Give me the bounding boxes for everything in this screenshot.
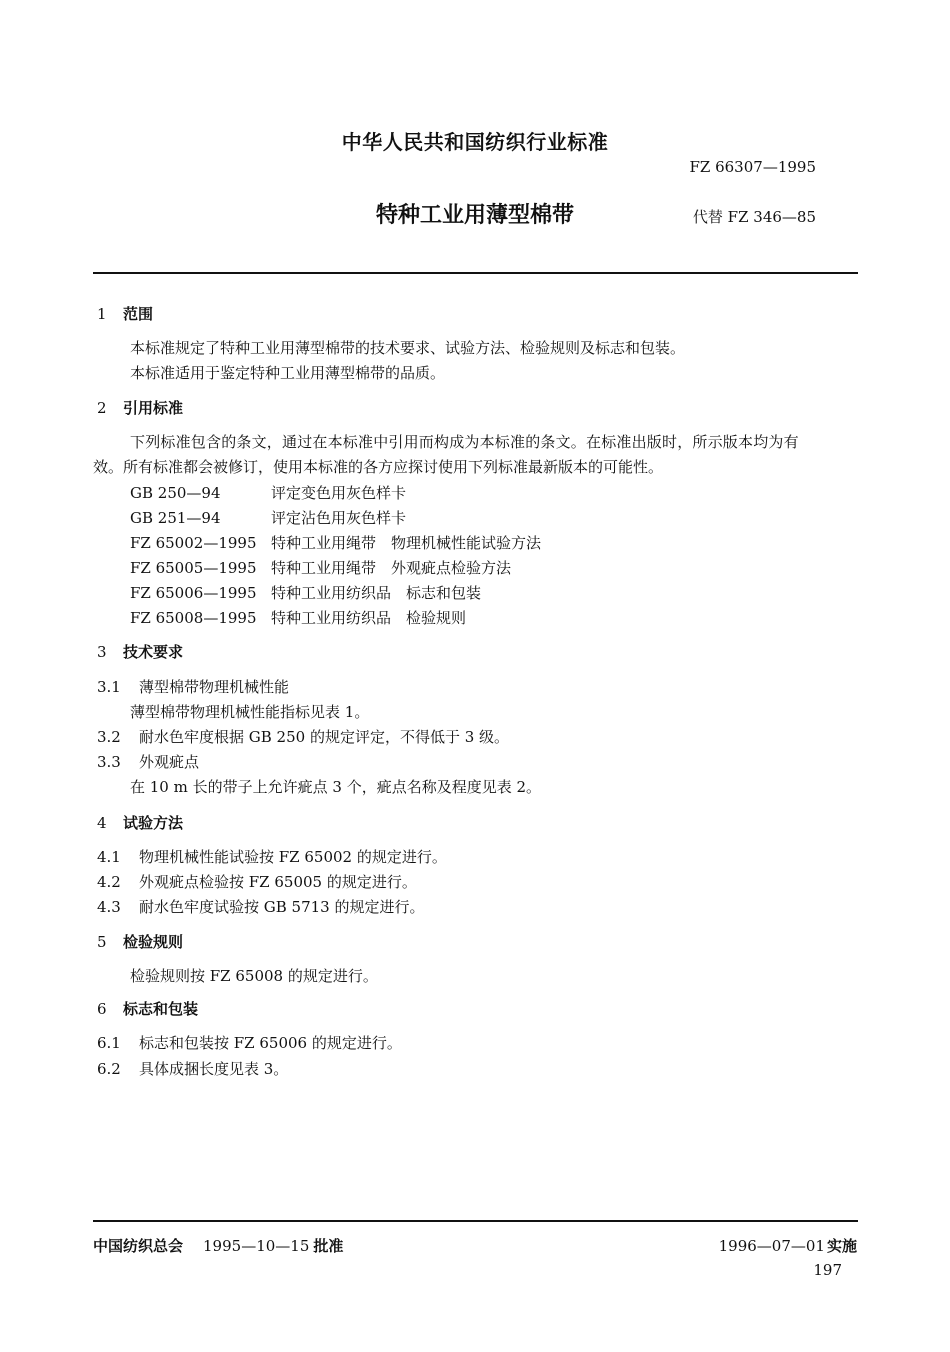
clause-text: 耐水色牢度试验按 GB 5713 的规定进行。	[139, 898, 425, 916]
section-title: 试验方法	[123, 814, 184, 832]
clause-text: 外观疵点检验按 FZ 65005 的规定进行。	[139, 873, 417, 891]
reference-code: FZ 65008—1995	[130, 609, 257, 627]
section-1-paragraph-1: 本标准规定了特种工业用薄型棉带的技术要求、试验方法、检验规则及标志和包装。	[130, 339, 686, 357]
clause-6-2	[97, 1058, 288, 1079]
clause-3-2	[97, 726, 509, 747]
reference-code: FZ 65005—1995	[130, 559, 257, 577]
effective-date: 1996—07—01	[718, 1237, 825, 1255]
section-1-paragraph-2: 本标准适用于鉴定特种工业用薄型棉带的品质。	[130, 364, 446, 382]
clause-text: 标志和包装按 FZ 65006 的规定进行。	[139, 1034, 402, 1052]
clause-6-1	[97, 1032, 402, 1053]
section-1-heading	[97, 303, 153, 324]
clause-3-1	[97, 676, 289, 697]
section-number: 3	[97, 643, 107, 661]
section-5-heading	[97, 931, 183, 952]
reference-code: GB 250—94	[130, 484, 221, 502]
reference-item	[130, 507, 406, 528]
organization-title: 中华人民共和国纺织行业标准	[341, 130, 609, 154]
section-title: 范围	[123, 305, 154, 323]
section-3-heading	[97, 641, 183, 662]
clause-number: 3.3	[97, 753, 121, 771]
clause-number: 6.1	[97, 1034, 121, 1052]
clause-number: 3.1	[97, 678, 121, 696]
clause-4-3	[97, 896, 425, 917]
replaces-standard: 代替 FZ 346—85	[692, 208, 816, 226]
reference-name: 特种工业用纺织品 检验规则	[271, 609, 467, 627]
header-divider	[93, 272, 858, 274]
section-number: 1	[97, 305, 107, 323]
reference-code: FZ 65002—1995	[130, 534, 257, 552]
section-2-heading	[97, 397, 183, 418]
approval-label: 批准	[313, 1237, 344, 1255]
reference-item	[130, 532, 541, 553]
reference-item	[130, 607, 466, 628]
clause-number: 3.2	[97, 728, 121, 746]
reference-item	[130, 582, 481, 603]
section-2-paragraph-line-2: 效。所有标准都会被修订，使用本标准的各方应探讨使用下列标准最新版本的可能性。	[93, 458, 664, 476]
reference-name: 特种工业用纺织品 标志和包装	[271, 584, 482, 602]
footer-divider	[93, 1220, 858, 1222]
clause-number: 4.3	[97, 898, 121, 916]
clause-number: 4.1	[97, 848, 121, 866]
standard-number: FZ 66307—1995	[689, 158, 816, 176]
clause-3-3-text: 在 10 m 长的带子上允许疵点 3 个，疵点名称及程度见表 2。	[130, 778, 542, 796]
reference-item	[130, 557, 511, 578]
clause-title: 薄型棉带物理机械性能	[139, 678, 290, 696]
reference-name: 评定沾色用灰色样卡	[271, 509, 407, 527]
approval-line	[93, 1235, 343, 1256]
clause-number: 4.2	[97, 873, 121, 891]
section-2-paragraph-line-1: 下列标准包含的条文，通过在本标准中引用而构成为本标准的条文。在标准出版时，所示版本均为有	[130, 433, 799, 451]
reference-code: FZ 65006—1995	[130, 584, 257, 602]
clause-title: 外观疵点	[139, 753, 200, 771]
page-number: 197	[813, 1261, 842, 1279]
effective-label: 实施	[826, 1237, 857, 1255]
clause-3-3	[97, 751, 199, 772]
reference-name: 特种工业用绳带 外观疵点检验方法	[271, 559, 512, 577]
clause-3-1-text: 薄型棉带物理机械性能指标见表 1。	[130, 703, 370, 721]
reference-name: 评定变色用灰色样卡	[271, 484, 407, 502]
section-6-heading	[97, 998, 198, 1019]
reference-code: GB 251—94	[130, 509, 221, 527]
section-title: 技术要求	[123, 643, 184, 661]
clause-text: 具体成捆长度见表 3。	[139, 1060, 289, 1078]
effective-line	[719, 1235, 857, 1256]
clause-4-2	[97, 871, 417, 892]
clause-number: 6.2	[97, 1060, 121, 1078]
section-title: 引用标准	[123, 399, 184, 417]
section-5-text: 检验规则按 FZ 65008 的规定进行。	[130, 967, 378, 985]
section-number: 5	[97, 933, 107, 951]
issuing-organization: 中国纺织总会	[93, 1237, 184, 1255]
section-number: 2	[97, 399, 107, 417]
approval-date: 1995—10—15	[203, 1237, 310, 1255]
section-title: 标志和包装	[123, 1000, 199, 1018]
clause-4-1	[97, 846, 447, 867]
section-4-heading	[97, 812, 183, 833]
reference-name: 特种工业用绳带 物理机械性能试验方法	[271, 534, 542, 552]
document-title: 特种工业用薄型棉带	[375, 203, 574, 228]
reference-item	[130, 482, 406, 503]
clause-text: 物理机械性能试验按 FZ 65002 的规定进行。	[139, 848, 447, 866]
section-title: 检验规则	[123, 933, 184, 951]
clause-text: 耐水色牢度根据 GB 250 的规定评定，不得低于 3 级。	[139, 728, 510, 746]
section-number: 6	[97, 1000, 107, 1018]
section-number: 4	[97, 814, 107, 832]
